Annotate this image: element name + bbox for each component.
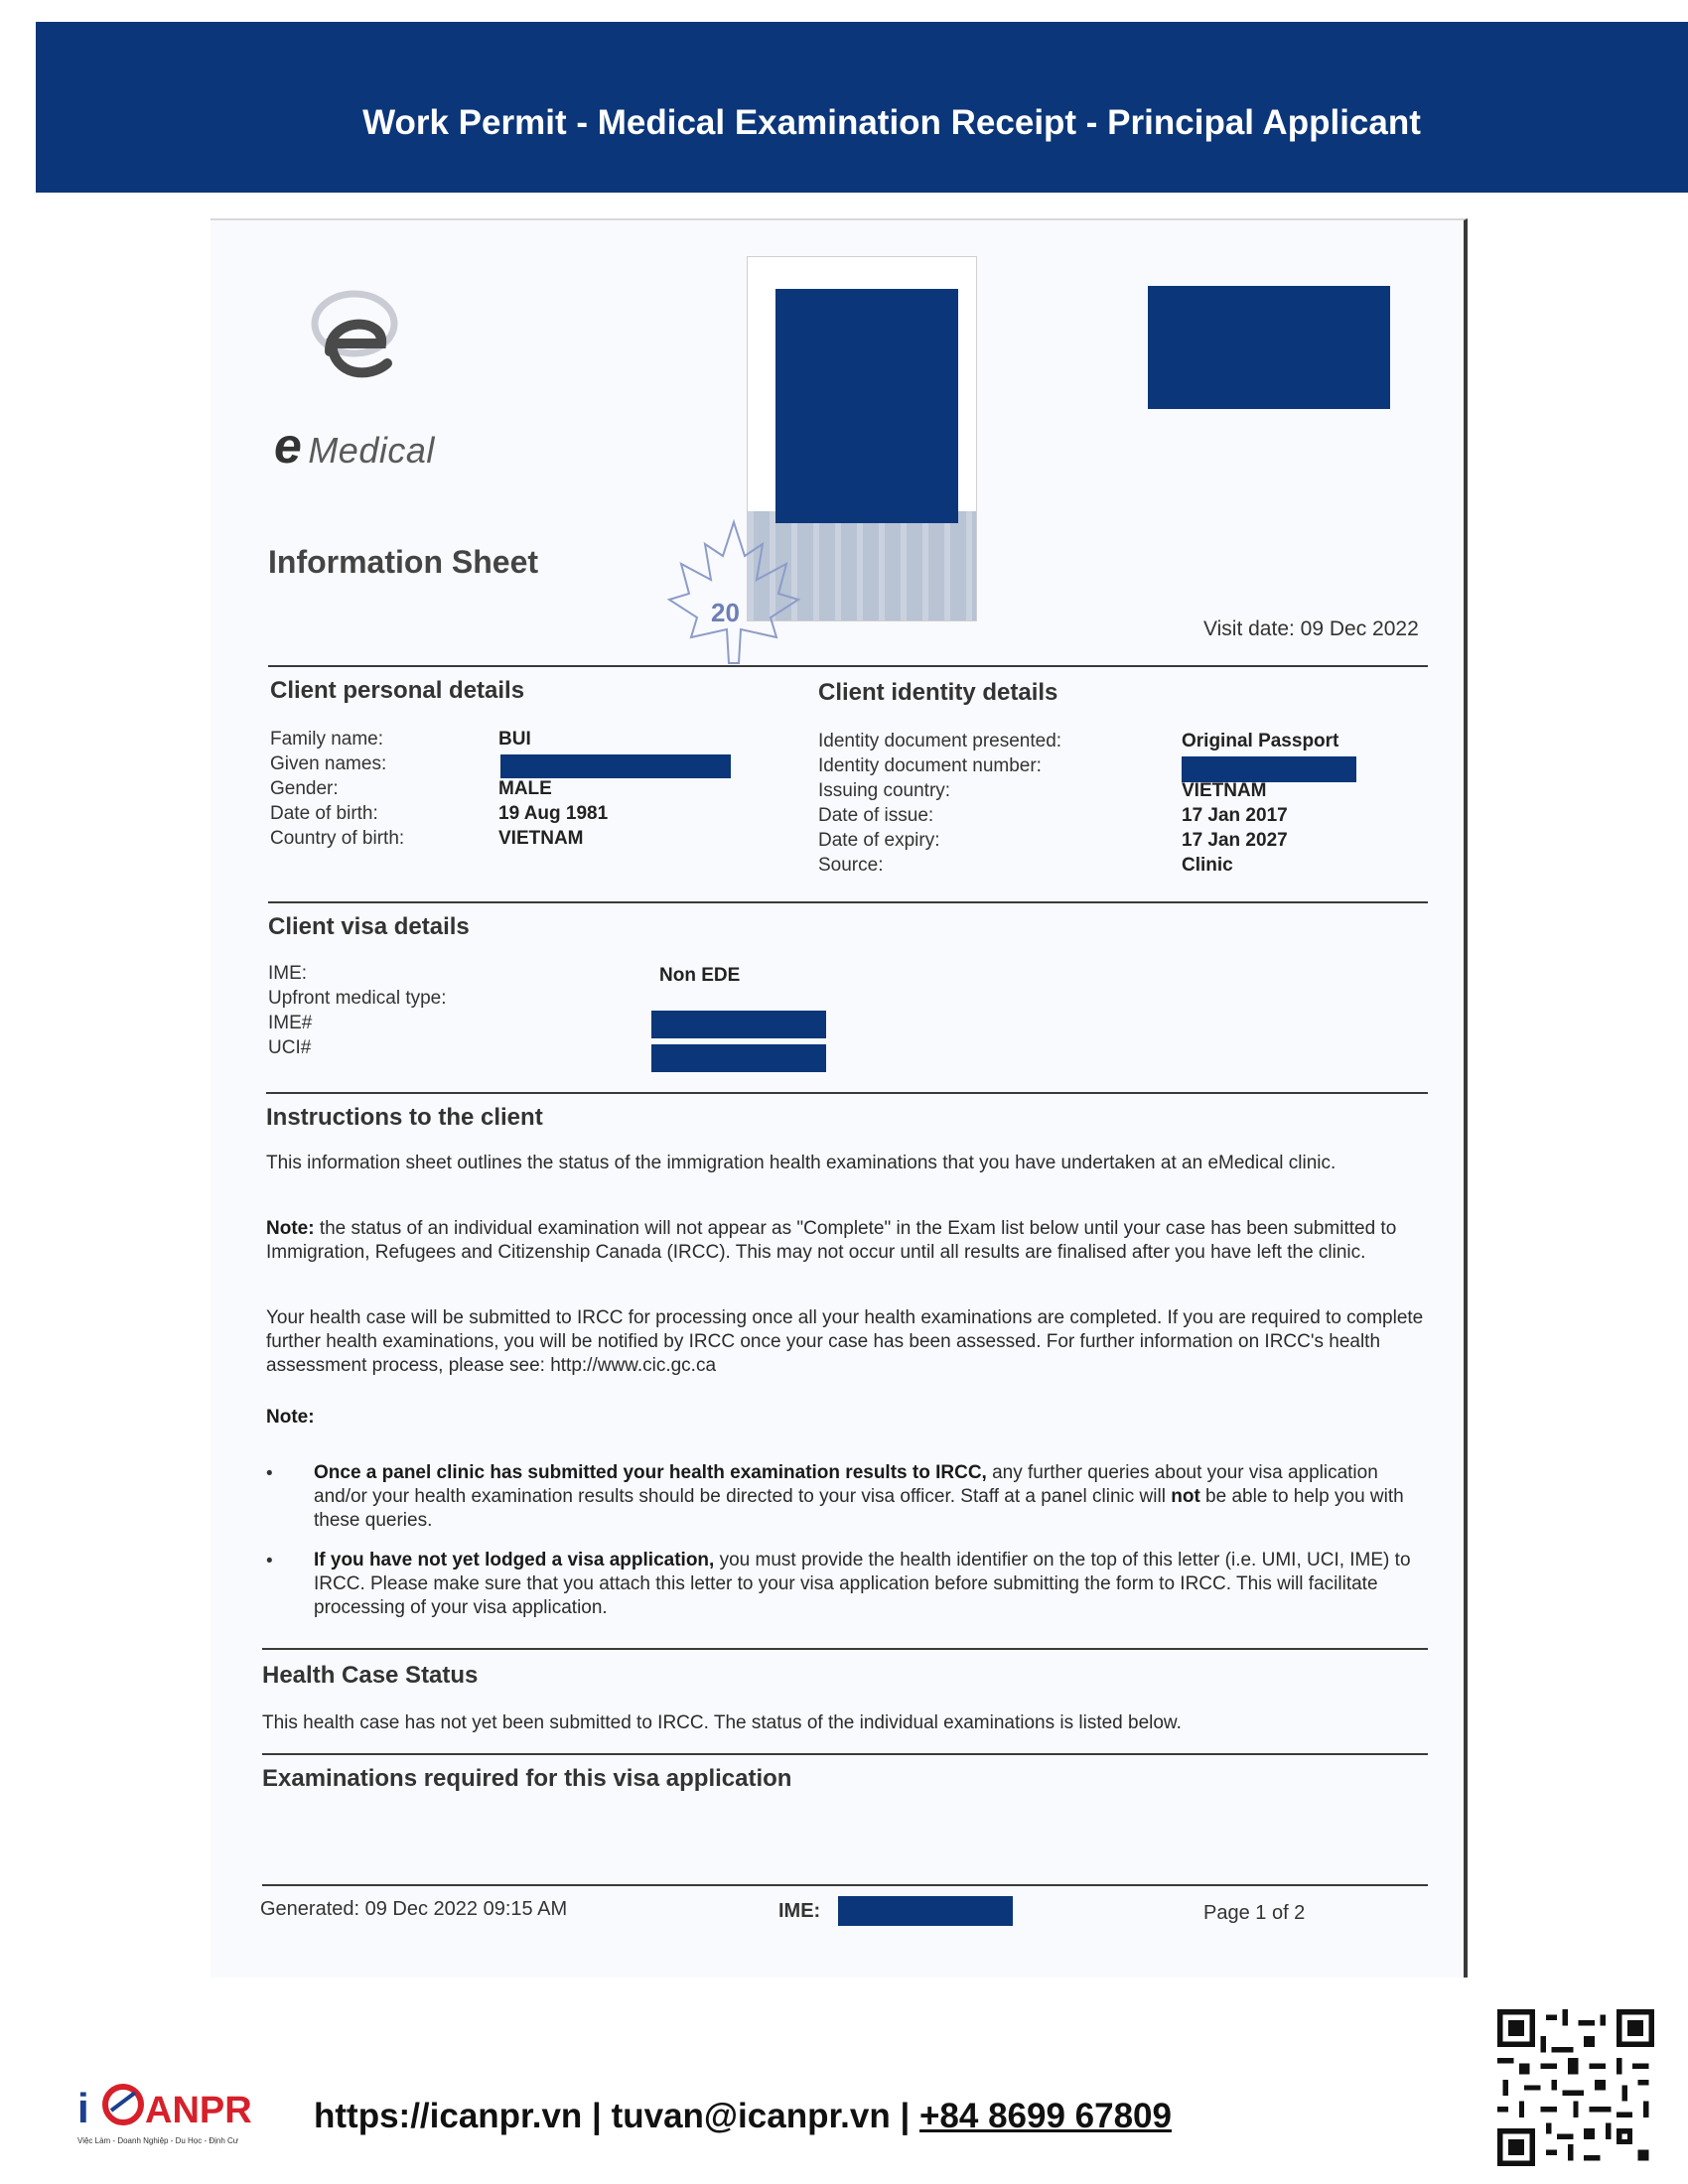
- header-redaction: [1148, 286, 1390, 409]
- generated-timestamp: Generated: 09 Dec 2022 09:15 AM: [260, 1898, 568, 1920]
- given-names-redaction: [500, 754, 731, 778]
- date-of-issue-value: 17 Jan 2017: [1182, 805, 1288, 826]
- information-sheet-scan: [211, 218, 1468, 1978]
- date-of-expiry-label: Date of expiry:: [818, 830, 940, 851]
- maple-leaf-stamp-icon: [659, 514, 808, 673]
- country-of-birth-value: VIETNAM: [498, 828, 584, 849]
- website-link[interactable]: https://icanpr.vn: [314, 2097, 583, 2135]
- gender-label: Gender:: [270, 778, 339, 799]
- health-case-status-text: This health case has not yet been submitted to IRCC. The status of the individual examinations is listed below.: [262, 1712, 1182, 1733]
- qr-code-icon[interactable]: [1497, 2009, 1654, 2166]
- examinations-heading: Examinations required for this visa application: [262, 1765, 792, 1792]
- country-of-birth-label: Country of birth:: [270, 828, 405, 849]
- photo-redaction: [775, 289, 958, 523]
- bullet-panel-clinic: Once a panel clinic has submitted your health examination results to IRCC, any further queries about your visa application and/or your health examination results should be directed to your visa officer. Staff at a panel clinic will not be able to help you with these queries.: [314, 1462, 1404, 1531]
- family-name-label: Family name:: [270, 729, 384, 750]
- id-document-value: Original Passport: [1182, 731, 1339, 751]
- banner-title: Work Permit - Medical Examination Receipt - Principal Applicant: [362, 103, 1421, 142]
- footer-ime-label: IME:: [778, 1900, 821, 1922]
- divider: [268, 901, 1428, 903]
- date-of-issue-label: Date of issue:: [818, 805, 934, 826]
- phone-link[interactable]: +84 8699 67809: [918, 2097, 1172, 2135]
- id-document-label: Identity document presented:: [818, 731, 1062, 751]
- visa-details-heading: Client visa details: [268, 913, 470, 940]
- issuing-country-value: VIETNAM: [1182, 780, 1267, 801]
- ime-label: IME:: [268, 963, 308, 984]
- emedical-logo-icon: [300, 282, 409, 391]
- dob-value: 19 Aug 1981: [498, 803, 609, 824]
- stamp-year: 20: [711, 598, 740, 627]
- date-of-expiry-value: 17 Jan 2027: [1182, 830, 1288, 851]
- icanpr-tagline: Việc Làm - Doanh Nghiệp - Du Học - Định Cư: [77, 2136, 239, 2145]
- divider: [262, 1884, 1428, 1886]
- emedical-logo-text: e Medical: [274, 418, 435, 474]
- bullet-icon: •: [266, 1551, 273, 1571]
- note-label: Note:: [266, 1407, 315, 1428]
- ime-value: Non EDE: [659, 965, 741, 986]
- divider: [266, 1092, 1428, 1094]
- health-case-status-heading: Health Case Status: [262, 1662, 479, 1689]
- sheet-title: Information Sheet: [268, 544, 539, 580]
- bullet-icon: •: [266, 1463, 273, 1484]
- id-number-label: Identity document number:: [818, 755, 1042, 776]
- uci-number-redaction: [651, 1044, 826, 1072]
- ime-number-redaction: [651, 1011, 826, 1038]
- title-banner: [36, 22, 1688, 193]
- given-names-label: Given names:: [270, 753, 387, 774]
- svg-text:ANPR: ANPR: [145, 2090, 252, 2131]
- instructions-submission-paragraph: Your health case will be submitted to IRCC for processing once all your health examinations are completed. If you are required to complete further health examinations, you will be notified by IRCC once your case has been assessed. For further information on IRCC's health assessment process, please see: http://www.cic.gc.ca: [266, 1307, 1424, 1376]
- gender-value: MALE: [498, 778, 552, 799]
- family-name-value: BUI: [498, 729, 531, 750]
- source-value: Clinic: [1182, 855, 1233, 876]
- svg-text:i: i: [77, 2085, 89, 2131]
- email-link[interactable]: tuvan@icanpr.vn: [611, 2097, 891, 2135]
- issuing-country-label: Issuing country:: [818, 780, 951, 801]
- dob-label: Date of birth:: [270, 803, 378, 824]
- divider: [268, 665, 1428, 667]
- uci-number-label: UCI#: [268, 1037, 312, 1058]
- source-label: Source:: [818, 855, 884, 876]
- contact-line: https://icanpr.vn | tuvan@icanpr.vn | +84 8699 67809: [314, 2097, 1172, 2135]
- identity-details-heading: Client identity details: [818, 679, 1058, 706]
- page-number: Page 1 of 2: [1203, 1902, 1306, 1924]
- personal-details-heading: Client personal details: [270, 677, 525, 704]
- ime-number-label: IME#: [268, 1013, 313, 1033]
- footer-ime-redaction: [838, 1896, 1013, 1926]
- bullet-visa-application: If you have not yet lodged a visa application, you must provide the health identifier on the top of this letter (i.e. UMI, UCI, IME) to IRCC. Please make sure that you attach this letter to your visa application before submitting the form to IRCC. This will facilitate processing of your visa application.: [314, 1550, 1411, 1618]
- instructions-heading: Instructions to the client: [266, 1104, 543, 1131]
- icanpr-logo: [77, 2075, 266, 2154]
- instructions-note-paragraph: Note: the status of an individual examination will not appear as "Complete" in the Exam list below until your case has been submitted to Immigration, Refugees and Citizenship Canada (IRCC). This may not occur until all results are finalised after you have left the clinic.: [266, 1218, 1397, 1263]
- id-number-redaction: [1182, 756, 1356, 782]
- visit-date: Visit date: 09 Dec 2022: [1203, 617, 1419, 640]
- divider: [262, 1648, 1428, 1650]
- instructions-paragraph: This information sheet outlines the status of the immigration health examinations that you have undertaken at an eMedical clinic.: [266, 1153, 1336, 1173]
- divider: [262, 1753, 1428, 1755]
- upfront-medical-type-label: Upfront medical type:: [268, 988, 447, 1009]
